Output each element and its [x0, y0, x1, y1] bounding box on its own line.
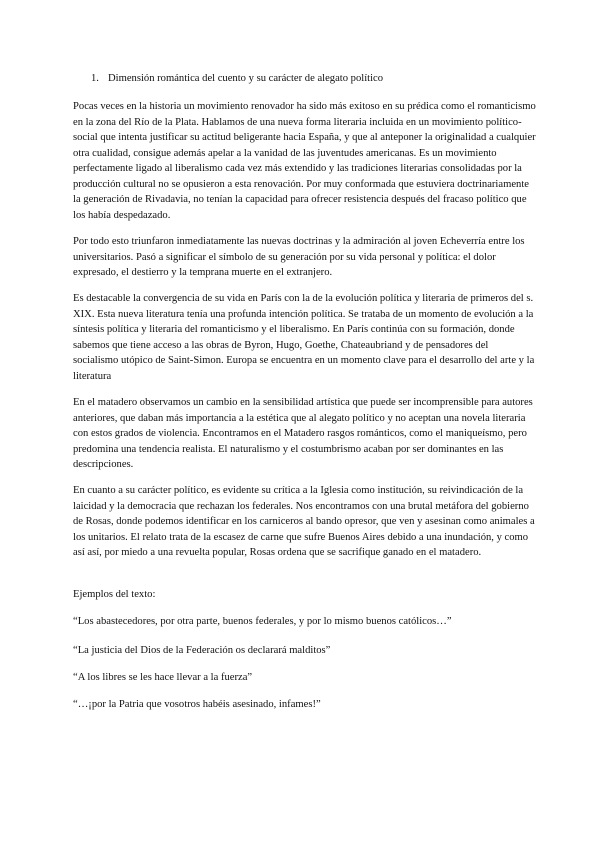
section-number: 1.: [91, 73, 99, 84]
quote-libres: “A los libres se les hace llevar a la fuerza”: [73, 672, 253, 683]
paragraph-romanticism: Pocas veces en la historia un movimiento renovador ha sido más exitoso en su prédica como el romanticismo en la zona del Río de la Plata. Hablamos de una nueva forma literaria incluida en un movimiento político-social que intenta justificar su actitud beligerante hacia España, y que al anteponer la originalidad a cualquier otra cualidad, consigue además apelar a la vanidad de las juventudes americanas. Es un movimiento perfectamente ligado al liberalismo cada vez más extendido y las tradiciones literarias consolidadas por la producción cultural no se opusieron a esta renovación. Por muy conformada que estuviera doctrinariamente la generación de Rivadavia, no tenían la capacidad para ofrecer resistencia después del fracaso político que los había despedazado.: [73, 101, 536, 221]
paragraph-echeverria: Por todo esto triunfaron inmediatamente las nuevas doctrinas y la admiración al joven Echeverría entre los universitarios. Pasó a significar el símbolo de su generación por su vida personal y política: el dolor expresado, el destierro y la temprana muerte en el extranjero.: [73, 236, 525, 278]
quote-abastecedores: “Los abastecedores, por otra parte, buenos federales, y por lo mismo buenos católicos…”: [73, 616, 452, 627]
section-title: Dimensión romántica del cuento y su carácter de alegato político: [108, 73, 384, 84]
quote-patria: “…¡por la Patria que vosotros habéis asesinado, infames!”: [73, 699, 321, 710]
paragraph-paris: Es destacable la convergencia de su vida en París con la de la evolución política y literaria de primeros del s. XIX. Esta nueva literatura tenía una profunda intención política. Se trataba de un momento de evolución a la síntesis política y literaria del romanticismo y el liberalismo. En París continúa con su formación, donde sabemos que tiene acceso a las obras de Byron, Hugo, Goethe, Chateaubriand y de pensadores del socialismo utópico de Saint-Simon. Europa se encuentra en un momento clave para el desarrollo del arte y la literatura: [73, 293, 535, 382]
paragraph-matadero: En el matadero observamos un cambio en la sensibilidad artística que puede ser incomprensible para autores anteriores, que daban más importancia a la estética que al alegato político y no aceptan una novela literaria con estos grados de violencia. Encontramos en el Matadero rasgos románticos, como el maniqueísmo, pero predomina una tendencia realista. El naturalismo y el costumbrismo acaban por ser dominantes en las descripciones.: [73, 397, 533, 470]
paragraph-political: En cuanto a su carácter político, es evidente su crítica a la Iglesia como institución, su reivindicación de la laicidad y la democracia que rechazan los federales. Nos encontramos con una brutal metáfora del gobierno de Rosas, donde podemos identificar en los carniceros al bando opresor, que ven y asesinan como animales a los unitarios. El relato trata de la escasez de carne que sufre Buenos Aires debido a una inundación, y como así así, por miedo a una revuelta popular, Rosas ordena que se sacrifique ganado en el matadero.: [73, 485, 535, 558]
quote-justicia: “La justicia del Dios de la Federación os declarará malditos”: [73, 645, 331, 656]
section-heading: [91, 72, 551, 86]
examples-label: Ejemplos del texto:: [73, 589, 156, 600]
